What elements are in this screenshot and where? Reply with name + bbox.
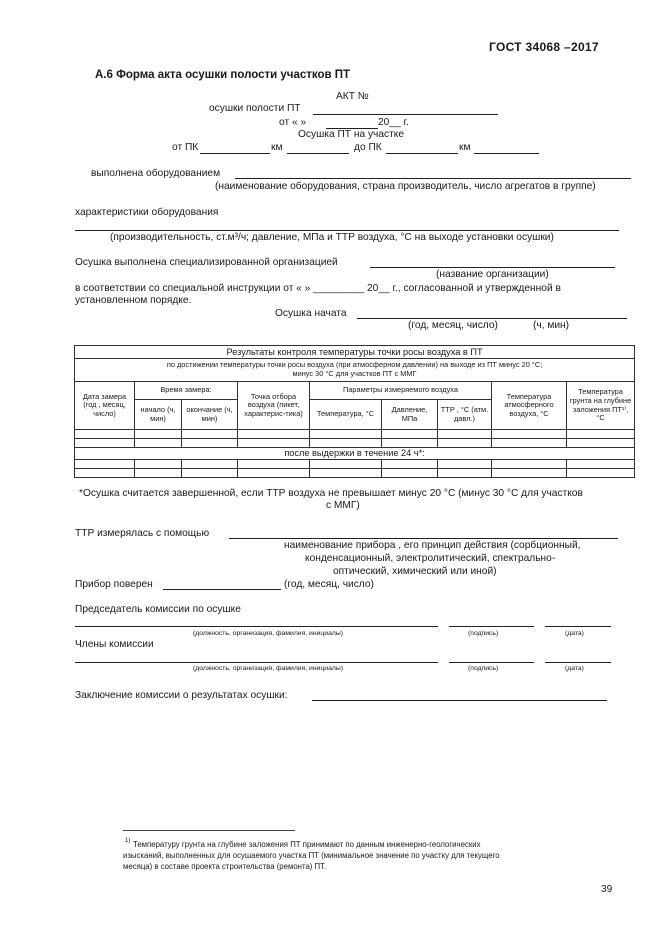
footnote-separator — [123, 830, 295, 831]
characteristics-hint: (производительность, ст.м³/ч; давление, МПа и ТТР воздуха, °С на выходе установки осушки) — [110, 232, 554, 243]
chairman-date-hint: (дата) — [565, 630, 584, 637]
members-role-hint: (должность, организация, фамилия, инициалы) — [193, 665, 343, 672]
ttr-hint-2: конденсационный, электролитический, спектрально- — [305, 553, 556, 564]
col-point-header: Точка отбора воздуха (пикет, характерис-тика) — [238, 382, 310, 430]
page-number: 39 — [601, 884, 613, 895]
table-subtitle-1: по достижении температуры точки росы воздуха (при атмосферном давлении) на выходе из ПТ минус 20 °С; — [166, 360, 543, 370]
instruction-line: в соответствии со специальной инструкции от « » _________ 20__ г., согласованной и утвержденной в — [75, 283, 561, 294]
equipment-field[interactable] — [235, 178, 631, 179]
col-ttr-header: ТТР , °С (атм. давл.) — [438, 400, 492, 430]
table-row — [75, 439, 635, 448]
col-time-start-header: начало (ч, мин) — [135, 400, 182, 430]
conclusion-field[interactable] — [312, 700, 607, 701]
col-date-header: Дата замера (год , месяц, число) — [75, 382, 135, 430]
chairman-sign-field[interactable] — [449, 626, 534, 627]
ttr-hint-3: оптический, химический или иной) — [333, 566, 497, 577]
col-soil-header: Температура грунта на глубине заложения ПТ¹⁾, °С — [567, 382, 635, 430]
chairman-role-hint: (должность, организация, фамилия, инициалы) — [193, 630, 343, 637]
pk-to-field[interactable] — [386, 153, 458, 154]
characteristics-field[interactable] — [75, 230, 619, 231]
members-date-hint: (дата) — [565, 665, 584, 672]
ttr-label: ТТР измерялась с помощью — [75, 528, 210, 539]
pk-from-field[interactable] — [200, 153, 270, 154]
col-temp-header: Температура, °С — [310, 400, 382, 430]
conclusion-label: Заключение комиссии о результатах осушки: — [75, 690, 288, 701]
verified-date-field[interactable] — [163, 589, 281, 590]
col-time-header: Время замера: — [135, 382, 238, 400]
section-title: А.6 Форма акта осушки полости участков ПТ — [95, 69, 351, 81]
members-role-field[interactable] — [75, 662, 438, 663]
footnote-line-3: месяца) в составе проекта строительства (ремонта) ПТ. — [123, 862, 327, 871]
chairman-label: Председатель комиссии по осушке — [75, 604, 241, 615]
pk-from-label: от ПК — [172, 142, 199, 153]
chairman-role-field[interactable] — [75, 626, 438, 627]
organization-hint: (название организации) — [436, 269, 549, 280]
results-table — [74, 345, 635, 478]
chairman-date-field[interactable] — [545, 626, 611, 627]
table-subtitle-2: минус 30 °С для участков ПТ с ММГ — [292, 369, 417, 378]
organization-label: Осушка выполнена специализированной организацией — [75, 257, 338, 268]
chairman-sign-hint: (подпись) — [468, 630, 499, 637]
col-pressure-header: Давление, МПа — [382, 400, 438, 430]
footnote-mark: 1) — [125, 838, 131, 844]
table-title: Результаты контроля температуры точки росы воздуха в ПТ — [75, 346, 635, 359]
verified-label: Прибор поверен — [75, 579, 153, 590]
star-note-line-1: *Осушка считается завершенной, если ТТР воздуха не превышает минус 20 °С (минус 30 °С для участков — [79, 488, 583, 499]
characteristics-label: характеристики оборудования — [75, 207, 219, 218]
after-hold-row: после выдержки в течение 24 ч*: — [75, 448, 635, 460]
start-label: Осушка начата — [275, 308, 347, 319]
footnote-line-2: изысканий, выполненных для осушаемого участка ПТ (минимальное значение по участку для текущего — [123, 851, 500, 860]
table-row — [75, 460, 635, 469]
act-title: АКТ № — [336, 91, 369, 102]
pk-to-label: до ПК — [354, 142, 382, 153]
star-note-line-2: с ММГ) — [326, 500, 360, 511]
table-row — [75, 430, 635, 439]
ttr-hint-1: наименование прибора , его принцип действия (сорбционный, — [284, 540, 581, 551]
start-hint-time: (ч, мин) — [533, 320, 570, 331]
start-field[interactable] — [357, 318, 627, 319]
standard-number: ГОСТ 34068 –2017 — [489, 40, 599, 54]
act-section-label: Осушка ПТ на участке — [298, 129, 405, 140]
members-label: Члены комиссии — [75, 639, 154, 650]
act-date-year: 20__ г. — [378, 117, 409, 128]
organization-field[interactable] — [370, 267, 615, 268]
km-from-field[interactable] — [287, 153, 349, 154]
col-atm-header: Температура атмосферного воздуха, °С — [492, 382, 567, 430]
instruction-line-2: установленном порядке. — [75, 295, 192, 306]
act-date-prefix: от « » — [279, 117, 307, 128]
col-time-end-header: окончание (ч, мин) — [182, 400, 238, 430]
act-number-field[interactable] — [313, 114, 498, 115]
km-to-field[interactable] — [474, 153, 539, 154]
col-params-header: Параметры измеряемого воздуха — [310, 382, 492, 400]
members-sign-field[interactable] — [449, 662, 534, 663]
act-line-1: осушки полости ПТ — [209, 103, 301, 114]
km-label: км — [271, 142, 283, 153]
verified-hint: (год, месяц, число) — [284, 579, 374, 590]
equipment-hint: (наименование оборудования, страна производитель, число агрегатов в группе) — [215, 181, 596, 192]
table-subtitle — [75, 359, 635, 382]
equipment-label: выполнена оборудованием — [91, 168, 221, 179]
members-date-field[interactable] — [545, 662, 611, 663]
start-hint-date: (год, месяц, число) — [408, 320, 498, 331]
table-row — [75, 469, 635, 478]
footnote-line-1: Температуру грунта на глубине заложения ПТ принимают по данным инженерно-геологических — [133, 840, 481, 849]
km2-label: км — [459, 142, 471, 153]
ttr-field[interactable] — [229, 538, 618, 539]
members-sign-hint: (подпись) — [468, 665, 499, 672]
